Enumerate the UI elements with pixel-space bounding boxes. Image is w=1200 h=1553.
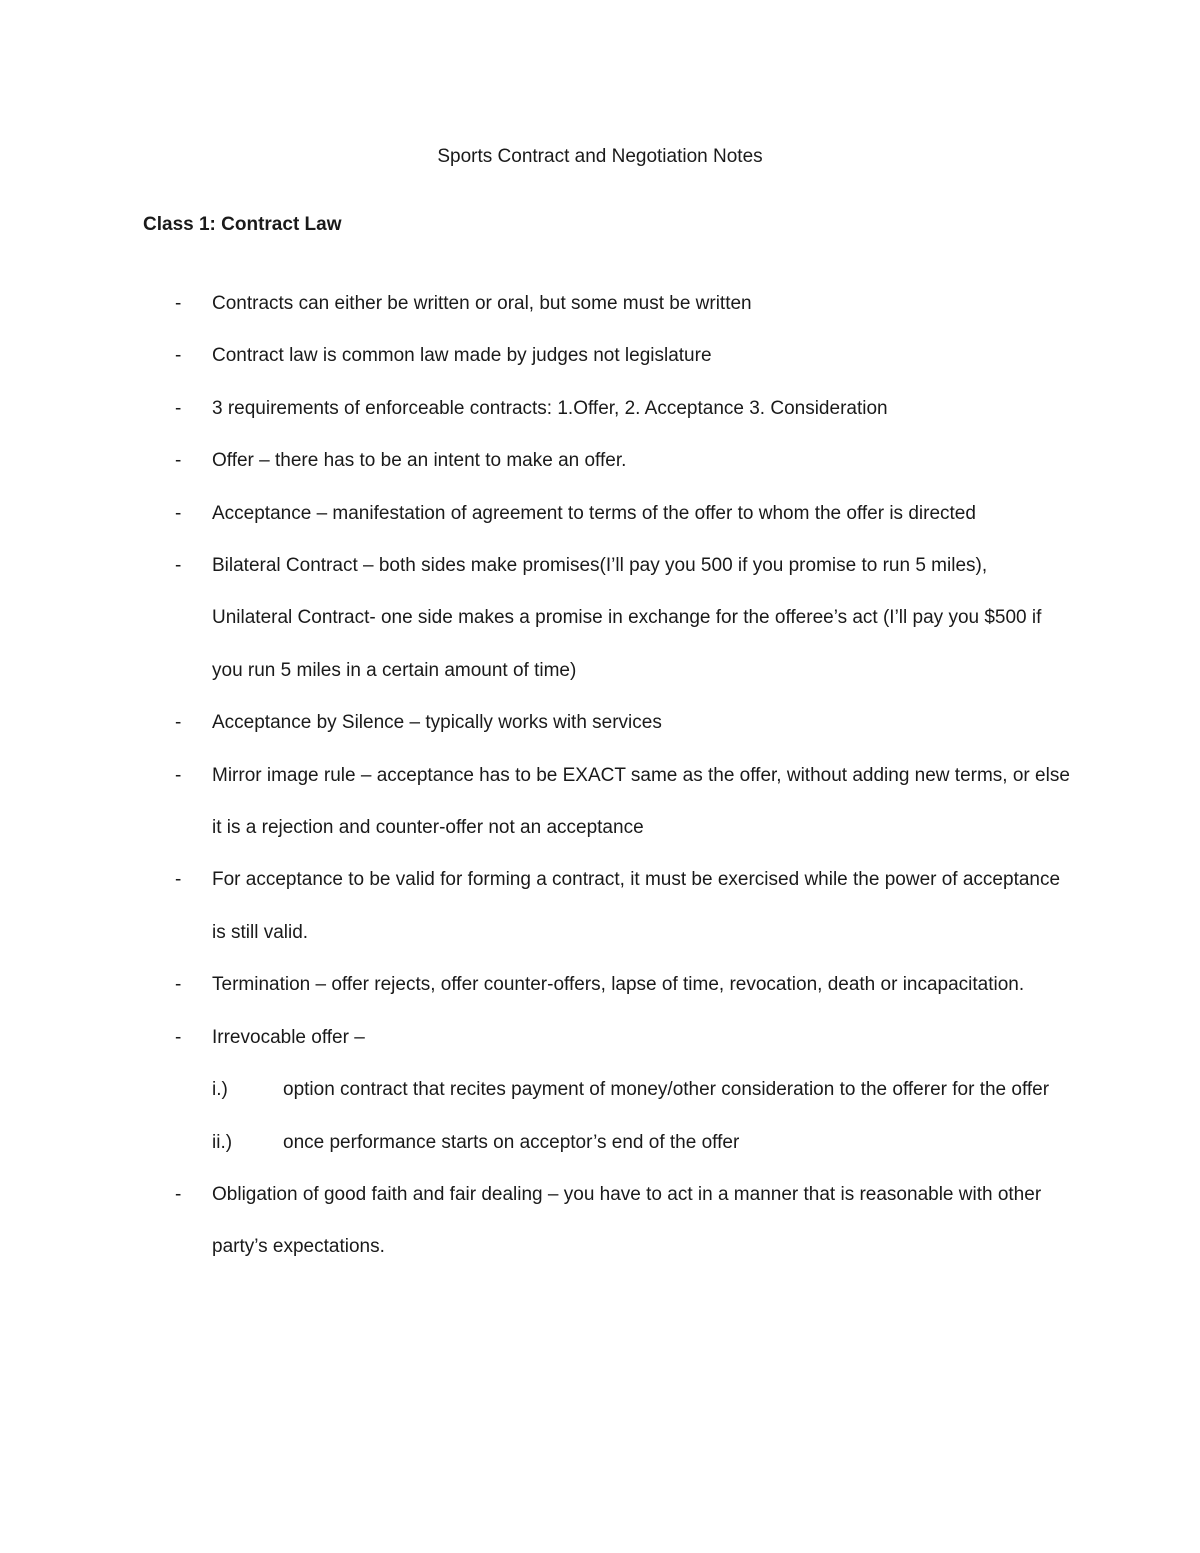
list-item-text: 3 requirements of enforceable contracts: 1.Offer, 2. Acceptance 3. Consideration: [212, 397, 888, 419]
notes-list: [0, 278, 1200, 1274]
bullet-dash: -: [175, 1183, 182, 1205]
list-item: [0, 383, 1072, 435]
bullet-dash: -: [175, 450, 182, 472]
sublist-item: [212, 1117, 1072, 1169]
list-item: [0, 750, 1072, 855]
bullet-dash: -: [175, 869, 182, 891]
list-item-text: Contract law is common law made by judges not legislature: [212, 345, 712, 367]
roman-numeral-marker: i.): [212, 1079, 228, 1101]
section-heading: Class 1: Contract Law: [143, 214, 342, 235]
list-item: [0, 854, 1072, 959]
bullet-dash: -: [175, 712, 182, 734]
bullet-dash: -: [175, 555, 182, 577]
sublist-item: [212, 1064, 1072, 1116]
list-item: [0, 330, 1072, 382]
bullet-dash: -: [175, 293, 182, 314]
list-item: [0, 959, 1072, 1011]
list-item: [0, 278, 1072, 330]
list-item-text: Acceptance – manifestation of agreement to terms of the offer to whom the offer is directed: [212, 502, 976, 524]
sublist-item-text: once performance starts on acceptor’s end of the offer: [283, 1131, 740, 1153]
bullet-dash: -: [175, 764, 182, 786]
irrevocable-sublist: [212, 1064, 1072, 1169]
list-item-text: Contracts can either be written or oral, but some must be written: [212, 293, 752, 314]
list-item: [0, 540, 1072, 697]
bullet-dash: -: [175, 397, 182, 419]
list-item-text: Mirror image rule – acceptance has to be EXACT same as the offer, without adding new terms, or else it is a rejection and counter-offer not an acceptance: [212, 764, 1070, 839]
document-title: Sports Contract and Negotiation Notes: [437, 146, 763, 167]
bullet-dash: -: [175, 502, 182, 524]
sublist-item-text: option contract that recites payment of money/other consideration to the offerer for the offer: [283, 1079, 1050, 1101]
bullet-dash: -: [175, 1026, 182, 1048]
list-item: [0, 1169, 1072, 1274]
roman-numeral-marker: ii.): [212, 1131, 233, 1153]
list-item-text: Obligation of good faith and fair dealing – you have to act in a manner that is reasonable with other party’s expectations.: [212, 1183, 1042, 1258]
list-item-text: Termination – offer rejects, offer counter-offers, lapse of time, revocation, death or incapacitation.: [212, 974, 1025, 996]
list-item-text: Offer – there has to be an intent to make an offer.: [212, 450, 627, 472]
list-item-irrevocable: [0, 1012, 1072, 1169]
bullet-dash: -: [175, 345, 182, 367]
list-item: [0, 488, 1072, 540]
list-item: [0, 435, 1072, 487]
list-item-text: Irrevocable offer –: [212, 1026, 365, 1048]
list-item-text: For acceptance to be valid for forming a contract, it must be exercised while the power of acceptance is still valid.: [212, 869, 1061, 943]
list-item-text: Acceptance by Silence – typically works with services: [212, 712, 662, 734]
list-item: [0, 697, 1072, 749]
list-item-text: Bilateral Contract – both sides make promises(I’ll pay you 500 if you promise to run 5 miles), Unilateral Contract- one side makes a promise in exchange for the offeree’s act (I’ll pay you $500 if you run 5 miles in a certain amount of time): [212, 555, 1042, 681]
bullet-dash: -: [175, 974, 182, 996]
